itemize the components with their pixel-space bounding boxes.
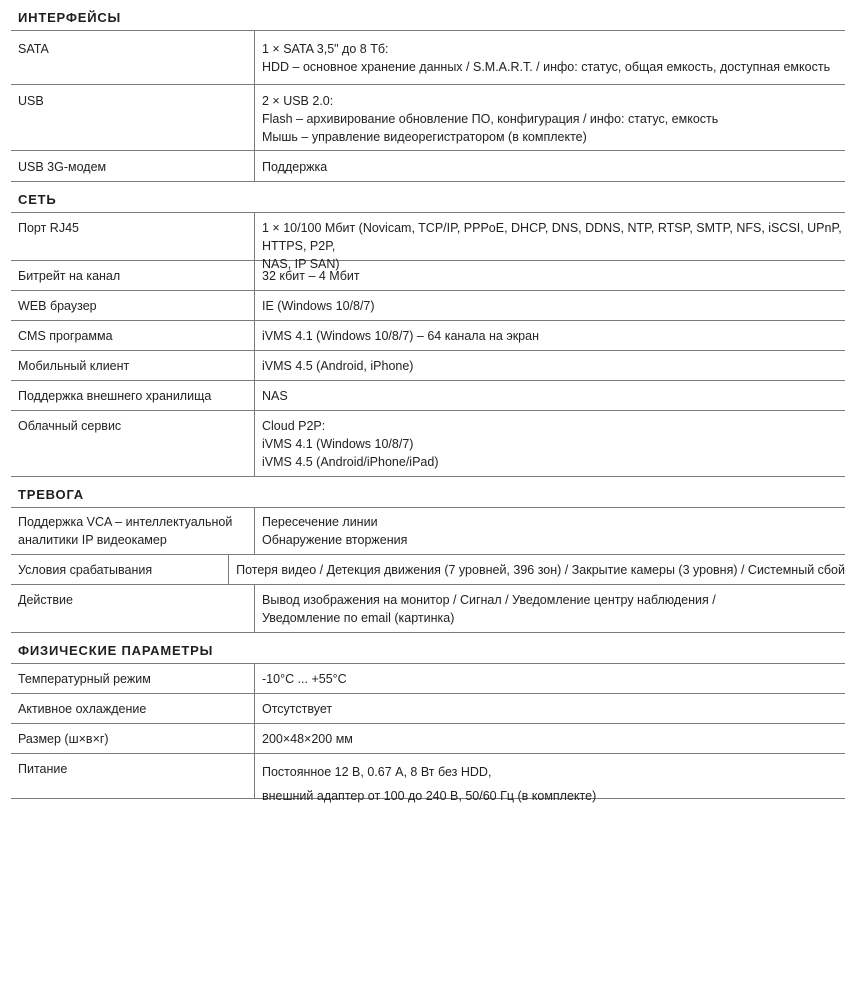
table-row (11, 151, 845, 182)
spec-value: IE (Windows 10/8/7) (262, 299, 375, 313)
spec-label: Активное охлаждение (11, 694, 255, 723)
table-row (11, 381, 845, 411)
table-row (11, 213, 845, 271)
spec-value: -10°C ... +55°C (262, 672, 347, 686)
table-row (11, 261, 845, 291)
table-row (11, 754, 845, 803)
spec-value: Вывод изображения на монитор / Сигнал / Уведомление центру наблюдения / Уведомление по email (картинка) (262, 593, 716, 625)
spec-value: Пересечение линии Обнаружение вторжения (262, 515, 408, 547)
spec-label: Поддержка VCA – интеллектуальной аналитики IP видеокамер (11, 508, 255, 554)
spec-label: Битрейт на канал (11, 261, 255, 290)
spec-value: iVMS 4.5 (Android, iPhone) (262, 359, 414, 373)
spec-value: 32 кбит – 4 Мбит (262, 269, 360, 283)
spec-label: SATA (11, 31, 255, 84)
spec-value: NAS (262, 389, 288, 403)
table-row (11, 555, 845, 585)
table-row (11, 411, 845, 477)
table-row (11, 85, 845, 151)
table-row (11, 31, 845, 85)
spec-label: Питание (11, 754, 255, 798)
spec-label: WEB браузер (11, 291, 255, 320)
spec-label: Поддержка внешнего хранилища (11, 381, 255, 410)
spec-value: 2 × USB 2.0: Flash – архивирование обновление ПО, конфигурация / инфо: статус, емкость Мышь – управление видеорегистратором (в комплекте) (262, 94, 719, 144)
spec-value: Cloud P2P: iVMS 4.1 (Windows 10/8/7) iVMS 4.5 (Android/iPhone/iPad) (262, 419, 439, 469)
spec-label: Действие (11, 585, 255, 632)
table-row (11, 724, 845, 754)
table-row (11, 291, 845, 321)
table-row (11, 321, 845, 351)
spec-label: USB 3G-модем (11, 151, 255, 181)
spec-value: Отсутствует (262, 702, 333, 716)
table-row (11, 585, 845, 633)
section-header-network: СЕТЬ (11, 182, 845, 213)
spec-label: Размер (ш×в×г) (11, 724, 255, 753)
spec-label: Условия срабатывания (11, 555, 229, 584)
spec-value: Потеря видео / Детекция движения (7 уровней, 396 зон) / Закрытие камеры (3 уровня) / Системный сбой (236, 563, 845, 577)
table-row (11, 508, 845, 555)
spec-value: 200×48×200 мм (262, 732, 353, 746)
spec-label: Мобильный клиент (11, 351, 255, 380)
spec-value: Постоянное 12 В, 0.67 А, 8 Вт без HDD, внешний адаптер от 100 до 240 В, 50/60 Гц (в комплекте) (262, 765, 597, 803)
spec-value: 1 × 10/100 Мбит (Novicam, TCP/IP, PPPoE, DHCP, DNS, DDNS, NTP, RTSP, SMTP, NFS, iSCSI, UPnP, HTTPS, P2P, NAS, IP SAN) (262, 221, 842, 271)
spec-value: iVMS 4.1 (Windows 10/8/7) – 64 канала на экран (262, 329, 539, 343)
table-row (11, 694, 845, 724)
spec-label: USB (11, 85, 255, 150)
spec-label: CMS программа (11, 321, 255, 350)
spec-value: 1 × SATA 3,5" до 8 Тб: HDD – основное хранение данных / S.M.A.R.T. / инфо: статус, общая емкость, доступная емкость (262, 42, 831, 74)
spec-value: Поддержка (262, 160, 328, 174)
table-row (11, 664, 845, 694)
section-header-physical: ФИЗИЧЕСКИЕ ПАРАМЕТРЫ (11, 633, 845, 664)
spec-table (11, 0, 845, 803)
table-row (11, 351, 845, 381)
section-header-interfaces: ИНТЕРФЕЙСЫ (11, 0, 845, 31)
section-header-alarm: ТРЕВОГА (11, 477, 845, 508)
spec-label: Порт RJ45 (11, 213, 255, 260)
spec-label: Температурный режим (11, 664, 255, 693)
spec-label: Облачный сервис (11, 411, 255, 476)
